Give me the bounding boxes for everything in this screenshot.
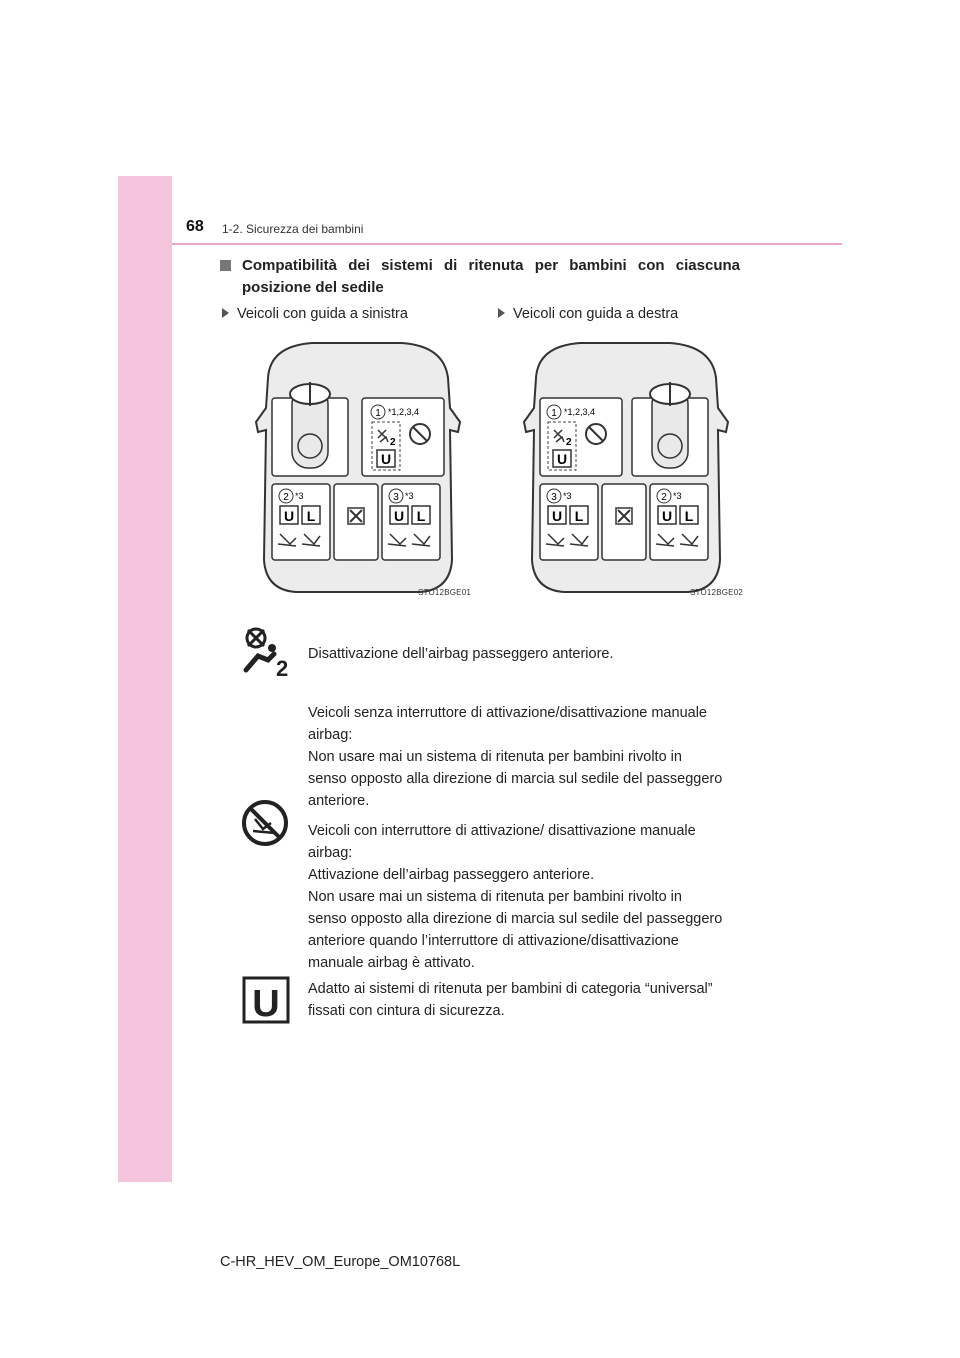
header-rule (172, 243, 842, 245)
airbag-icon-number: 2 (276, 656, 289, 678)
seat-diagram-left-hand-drive (252, 338, 464, 600)
heading-line-2: posizione del sedile (242, 279, 384, 296)
document-code: C-HR_HEV_OM_Europe_OM10768L (220, 1254, 461, 1270)
side-color-band (118, 176, 172, 1182)
rear-left-note: *3 (563, 491, 572, 501)
square-bullet-icon (220, 260, 231, 271)
svg-text:2: 2 (390, 437, 396, 448)
rear-right-note: *3 (405, 491, 414, 501)
svg-text:2: 2 (566, 437, 572, 448)
isofix-l-letter: L (416, 508, 426, 524)
seat-number-front: 1 (375, 408, 381, 419)
rear-right-note: *3 (673, 491, 682, 501)
seat-number-rear-left: 2 (283, 492, 289, 503)
rear-facing-warning: Veicoli senza interruttore di attivazione/disattivazione manuale airbag: Non usare mai un sistema di ritenuta per bambini rivolto in senso opposto alla direzione di marcia sul sedile del passeggero anteriore. Veicoli con interruttore di attivazione/ disattivazione manuale airbag: Attivazione dell’airbag passeggero anteriore. Non usare mai un sistema di ritenuta per bambini rivolto in senso opposto alla direzione di marcia sul sedile del passeggero anteriore quando l’interruttore di attivazione/disattivazione manuale airbag è attivato. (308, 705, 723, 971)
seat-number-rear-right: 2 (661, 492, 667, 503)
heading-line-1: Compatibilità dei sistemi di ritenuta per bambini con ciascuna (242, 257, 740, 274)
no-rear-facing-seat-icon (241, 799, 289, 847)
no-rear-facing-prohibition-icon (586, 424, 606, 444)
figure-code-right: STO12BGE02 (690, 588, 743, 597)
triangle-bullet-icon (222, 308, 229, 318)
seat-number-rear-right: 3 (393, 492, 399, 503)
universal-u-letter: U (283, 508, 295, 524)
universal-u-letter: U (393, 508, 405, 524)
universal-description: Adatto ai sistemi di ritenuta per bambini di categoria “universal” fissati con cintura di sicurezza. (308, 981, 713, 1019)
universal-u-letter: U (556, 451, 568, 467)
airbag-off-description: Disattivazione dell’airbag passeggero anteriore. (308, 646, 614, 662)
section-heading (220, 255, 740, 299)
universal-u-letter: U (551, 508, 563, 524)
front-seat-note: *1,2,3,4 (388, 407, 420, 417)
isofix-l-letter: L (306, 508, 316, 524)
front-seat-note: *1,2,3,4 (564, 407, 596, 417)
universal-u-letter: U (661, 508, 673, 524)
triangle-bullet-icon (498, 308, 505, 318)
airbag-deactivation-icon (240, 626, 292, 678)
universal-icon-letter: U (252, 983, 280, 1024)
universal-category-icon (242, 976, 290, 1024)
isofix-l-letter: L (574, 508, 584, 524)
isofix-l-letter: L (684, 508, 694, 524)
section-title: 1-2. Sicurezza dei bambini (222, 222, 364, 236)
subheading-right-hand-drive: Veicoli con guida a destra (498, 306, 678, 322)
seat-diagram-right-hand-drive (520, 338, 732, 600)
universal-u-letter: U (380, 451, 392, 467)
page-number: 68 (186, 218, 204, 235)
no-rear-facing-prohibition-icon (410, 424, 430, 444)
seat-number-rear-left: 3 (551, 492, 557, 503)
seat-number-front: 1 (551, 408, 557, 419)
rear-left-note: *3 (295, 491, 304, 501)
subheading-left-hand-drive: Veicoli con guida a sinistra (222, 306, 408, 322)
figure-code-left: STO12BGE01 (418, 588, 471, 597)
